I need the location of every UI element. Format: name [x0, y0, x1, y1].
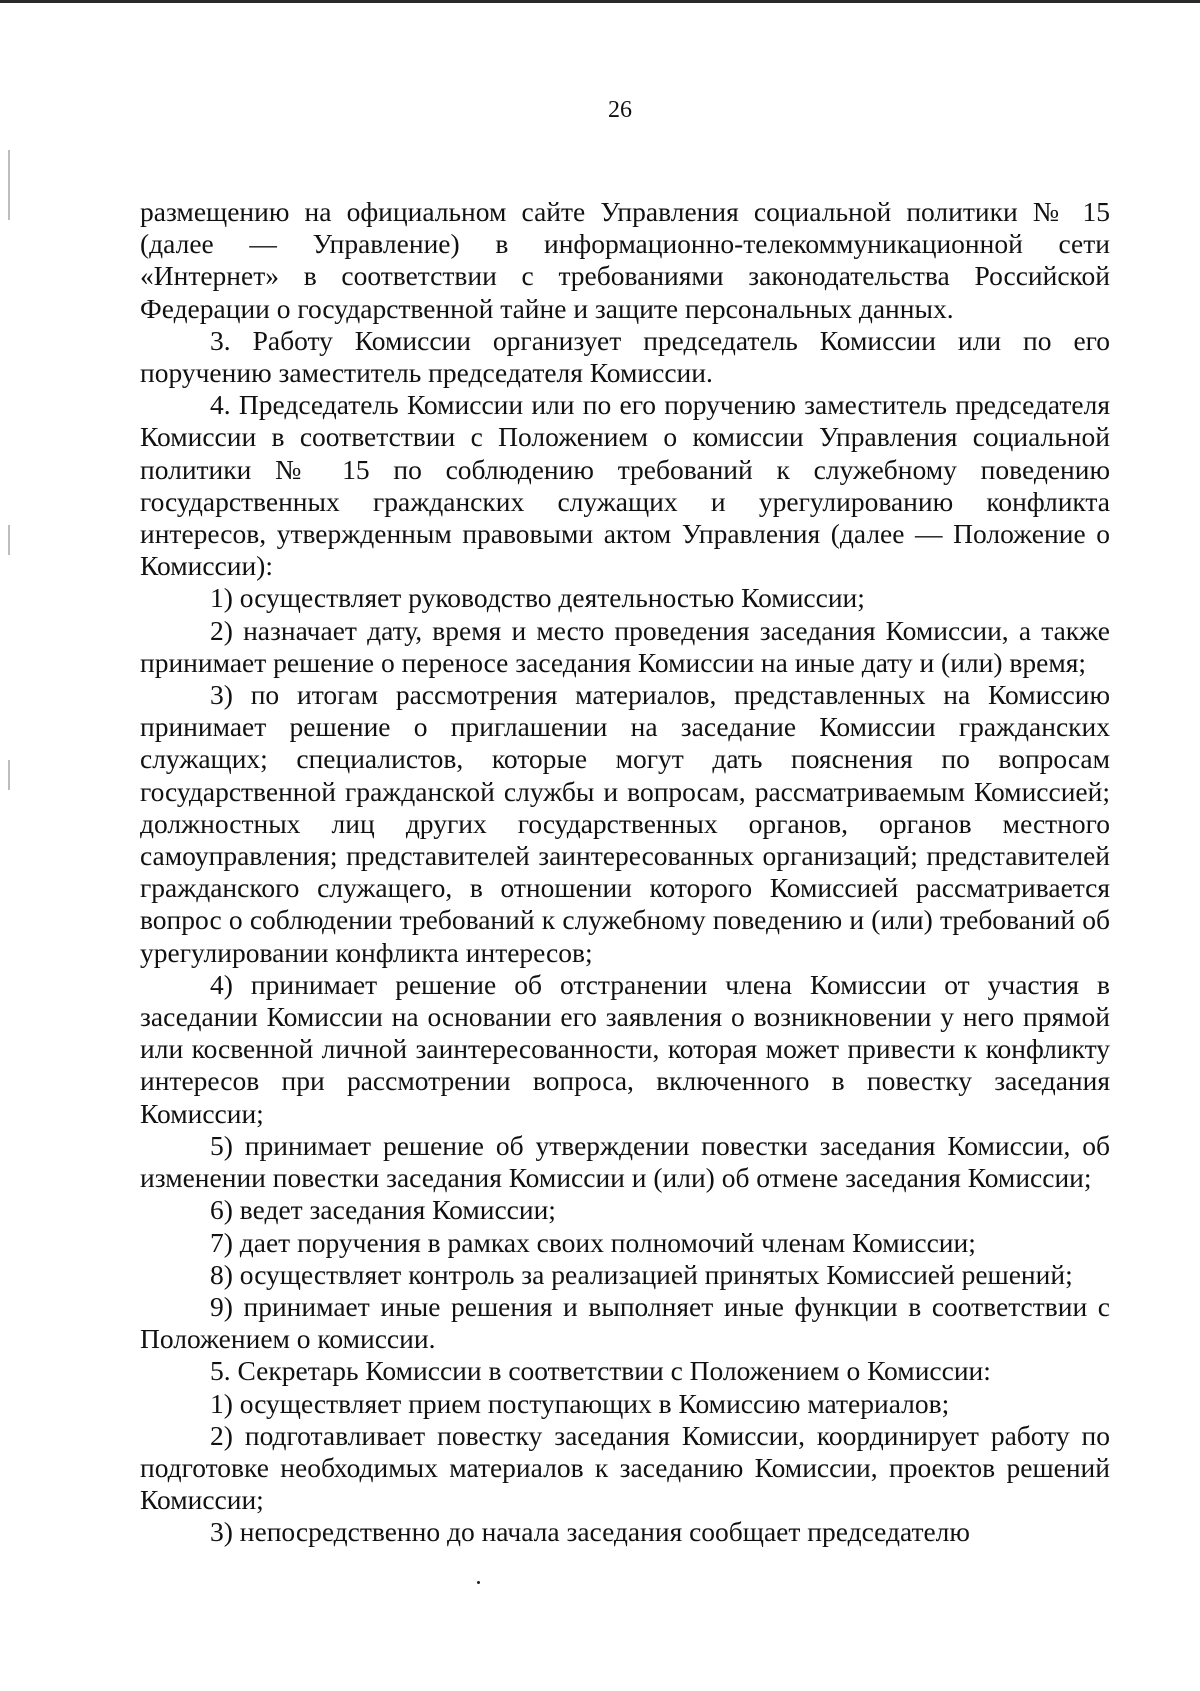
chairman-duty-5: 5) принимает решение об утверждении повестки заседания Комиссии, об изменении повестки заседания Комиссии и (или) об отмене заседания Комиссии;: [140, 1129, 1110, 1194]
paragraph-continuation: размещению на официальном сайте Управления социальной политики № 15 (далее — Управление) в информационно-телекоммуникационной сети «Интернет» в соответствии с требованиями законодательства Российской Федерации о государственной тайне и защите персональных данных.: [140, 196, 1110, 324]
secretary-duty-2: 2) подготавливает повестку заседания Комиссии, координирует работу по подготовке необходимых материалов к заседанию Комиссии, проектов решений Комиссии;: [140, 1419, 1110, 1516]
secretary-duty-3: 3) непосредственно до начала заседания сообщает председателю: [210, 1516, 970, 1548]
chairman-duty-2: 2) назначает дату, время и место проведения заседания Комиссии, а также принимает решение о переносе заседания Комиссии на иные дату и (или) время;: [140, 614, 1110, 678]
paragraph-item-3: 3. Работу Комиссии организует председатель Комиссии или по его поручению заместитель председателя Комиссии.: [140, 324, 1110, 389]
page-number: 26: [608, 97, 632, 123]
chairman-duty-7: 7) дает поручения в рамках своих полномочий членам Комиссии;: [210, 1226, 976, 1258]
scan-margin-mark: [8, 760, 10, 790]
chairman-duty-6: 6) ведет заседания Комиссии;: [210, 1194, 556, 1226]
chairman-duty-9: 9) принимает иные решения и выполняет иные функции в соответствии с Положением о комиссии.: [140, 1290, 1110, 1355]
paragraph-item-4: 4. Председатель Комиссии или по его поручению заместитель председателя Комиссии в соответствии с Положением о комиссии Управления социальной политики № 15 по соблюдению требований к служебному поведению государственных гражданских служащих и урегулированию конфликта интересов, утвержденным правовыми актом Управления (далее — Положение о Комиссии):: [140, 389, 1110, 582]
document-body: [140, 196, 1110, 1549]
scan-dot: [477, 1581, 480, 1584]
chairman-duty-4: 4) принимает решение об отстранении члена Комиссии от участия в заседании Комиссии на основании его заявления о возникновении у него прямой или косвенной личной заинтересованности, которая может привести к конфликту интересов при рассмотрении вопроса, включенного в повестку заседания Комиссии;: [140, 968, 1110, 1129]
scan-margin-mark: [8, 525, 10, 555]
chairman-duty-8: 8) осуществляет контроль за реализацией принятых Комиссией решений;: [210, 1258, 1073, 1290]
chairman-duty-1: 1) осуществляет руководство деятельностью Комиссии;: [210, 582, 865, 614]
chairman-duty-3: 3) по итогам рассмотрения материалов, представленных на Комиссию принимает решение о приглашении на заседание Комиссии гражданских служащих; специалистов, которые могут дать пояснения по вопросам государственной гражданской службы и вопросам, рассматриваемым Комиссией; должностных лиц других государственных органов, органов местного самоуправления; представителей заинтересованных организаций; представителей гражданского служащего, в отношении которого Комиссией рассматривается вопрос о соблюдении требований к служебному поведению и (или) требований об урегулировании конфликта интересов;: [140, 679, 1110, 968]
secretary-duty-1: 1) осуществляет прием поступающих в Комиссию материалов;: [210, 1387, 950, 1419]
scan-margin-mark: [8, 150, 10, 220]
scan-top-edge: [0, 0, 1200, 3]
paragraph-item-5: 5. Секретарь Комиссии в соответствии с Положением о Комиссии:: [210, 1355, 991, 1387]
